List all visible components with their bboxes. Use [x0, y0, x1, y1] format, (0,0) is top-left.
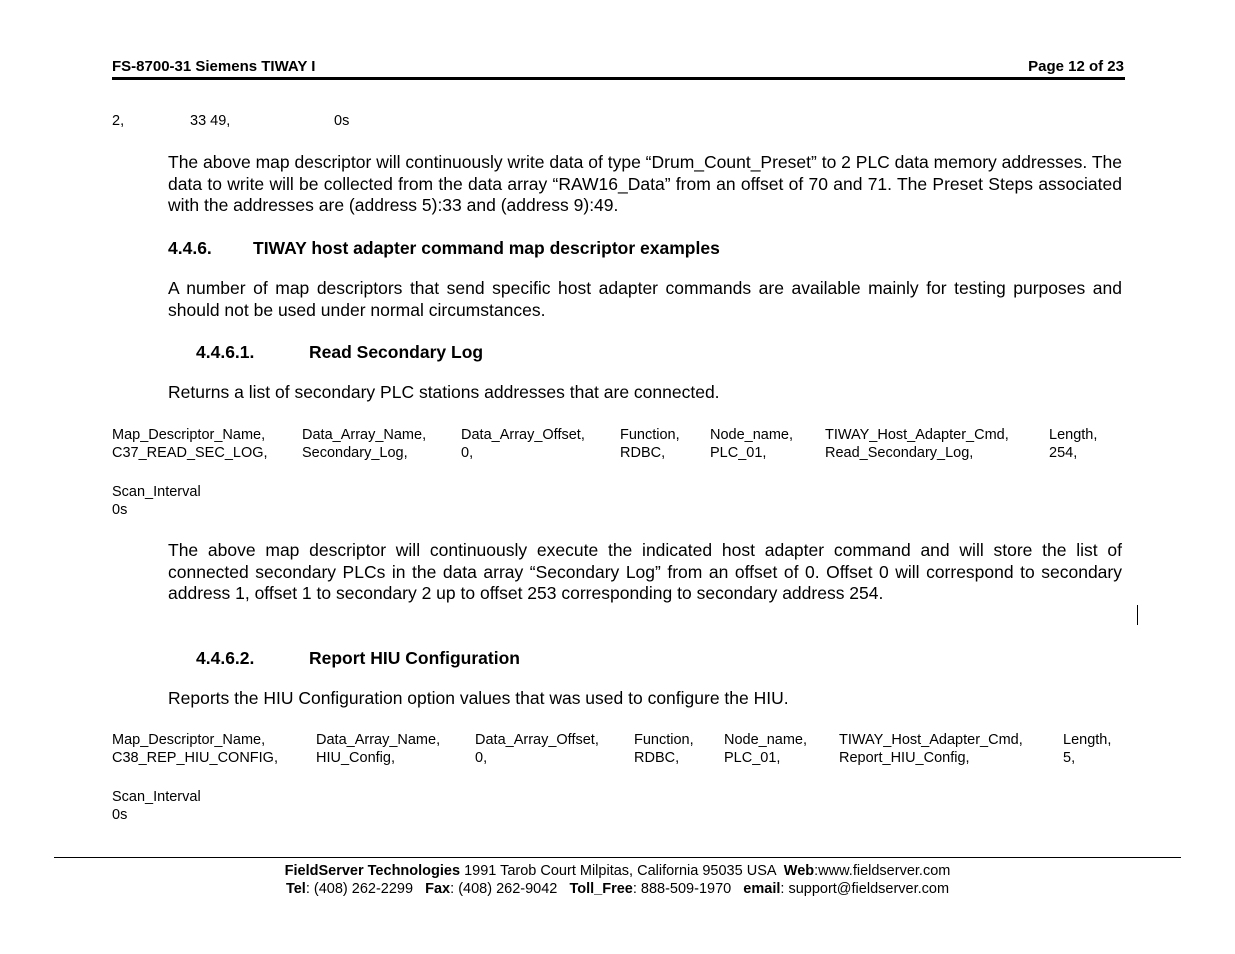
heading-number: 4.4.6.2. [196, 648, 255, 668]
footer-fax: : (408) 262-9042 [450, 881, 570, 897]
heading-4-4-6 [168, 238, 720, 259]
footer-line-1 [0, 862, 1235, 880]
table-header: Data_Array_Offset, [461, 427, 585, 443]
table-cell: PLC_01, [710, 445, 767, 461]
top-row-value-3: 0s [334, 113, 350, 129]
footer-web-label: Web [783, 863, 815, 879]
top-row-value-2: 33 49, [190, 113, 231, 129]
paragraph-report-hiu-config: Reports the HIU Configuration option values that was used to configure the HIU. [168, 688, 789, 708]
footer-web-link[interactable]: :www.fieldserver.com [814, 863, 951, 879]
paragraph-drum-count-preset: The above map descriptor will continuously write data of type “Drum_Count_Preset” to 2 PLC data memory addresses. The data to write will be collected from the data array “RAW16_Data” from an offset of 70 and 71. The Preset Steps associated with the addresses are (address 5):33 and (address 9):49. [168, 152, 1122, 215]
footer-divider [54, 857, 1181, 858]
table-cell: HIU_Config, [316, 750, 395, 766]
table-header: Length, [1063, 732, 1112, 748]
table-cell: PLC_01, [724, 750, 781, 766]
footer-line-2 [0, 880, 1235, 898]
footer-company: FieldServer Technologies [284, 863, 461, 879]
table-header: Node_name, [724, 732, 808, 748]
footer-toll-label: Toll_Free [569, 881, 633, 897]
header-document-title: FS-8700-31 Siemens TIWAY I [112, 58, 316, 75]
table-cell: C38_REP_HIU_CONFIG, [112, 750, 278, 766]
table-header: Data_Array_Name, [302, 427, 427, 443]
table-cell: Secondary_Log, [302, 445, 408, 461]
table-cell: Read_Secondary_Log, [825, 445, 974, 461]
table-cell: 254, [1049, 445, 1078, 461]
paragraph-secondary-log-explanation: The above map descriptor will continuously execute the indicated host adapter command and will store the list of connected secondary PLCs in the data array “Secondary Log” from an offset of 0. Offset 0 will correspond to secondary address 1, offset 1 to secondary 2 up to offset 253 corresponding to secondary address 254. [168, 540, 1122, 603]
table-cell: 0s [112, 807, 128, 823]
table-cell: C37_READ_SEC_LOG, [112, 445, 268, 461]
heading-title: Read Secondary Log [309, 342, 484, 362]
table-header: TIWAY_Host_Adapter_Cmd, [839, 732, 1023, 748]
table-header: Data_Array_Name, [316, 732, 441, 748]
footer-tel: : (408) 262-2299 [305, 881, 426, 897]
table-cell: 5, [1063, 750, 1076, 766]
table-cell: RDBC, [634, 750, 680, 766]
top-row-value-1: 2, [112, 113, 125, 129]
table-header: Scan_Interval [112, 484, 201, 500]
footer-email-label: email [743, 881, 781, 897]
footer-email-link[interactable]: : support@fieldserver.com [780, 881, 950, 897]
heading-4-4-6-1 [196, 342, 483, 363]
table-header: Map_Descriptor_Name, [112, 732, 266, 748]
table-header: Data_Array_Offset, [475, 732, 599, 748]
table-cell: 0, [475, 750, 488, 766]
table-header: Map_Descriptor_Name, [112, 427, 266, 443]
footer-fax-label: Fax [425, 881, 451, 897]
table-header: Length, [1049, 427, 1098, 443]
heading-title: Report HIU Configuration [309, 648, 520, 668]
table-cell: 0, [461, 445, 474, 461]
paragraph-host-adapter-intro: A number of map descriptors that send specific host adapter commands are available mainly for testing purposes and should not be used under normal circumstances. [168, 278, 1122, 320]
footer-tel-label: Tel [285, 881, 306, 897]
footer-address: 1991 Tarob Court Milpitas, California 95035 USA [460, 863, 784, 879]
table-header: Node_name, [710, 427, 794, 443]
table-cell: RDBC, [620, 445, 666, 461]
heading-number: 4.4.6.1. [196, 342, 255, 362]
text-cursor [1137, 605, 1138, 625]
heading-4-4-6-2 [196, 648, 520, 669]
header-divider [112, 77, 1125, 80]
paragraph-read-secondary-log: Returns a list of secondary PLC stations addresses that are connected. [168, 382, 720, 402]
heading-title: TIWAY host adapter command map descriptor examples [253, 238, 720, 258]
footer-toll: : 888-509-1970 [632, 881, 744, 897]
table-header: Function, [620, 427, 680, 443]
table-cell: Report_HIU_Config, [839, 750, 970, 766]
heading-number: 4.4.6. [168, 238, 212, 258]
table-header: Function, [634, 732, 694, 748]
table-header: Scan_Interval [112, 789, 201, 805]
header-page-number: Page 12 of 23 [1028, 58, 1124, 75]
table-header: TIWAY_Host_Adapter_Cmd, [825, 427, 1009, 443]
table-cell: 0s [112, 502, 128, 518]
